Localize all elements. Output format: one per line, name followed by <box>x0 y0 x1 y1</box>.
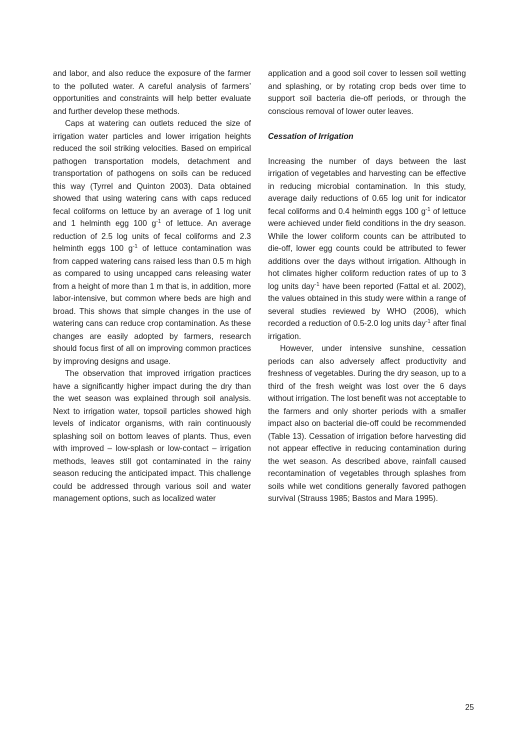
right-column <box>268 68 466 506</box>
paragraph-cessation: Increasing the number of days between the last irrigation of vegetables and harvesting can be effective in reducing microbial contamination. In this study, average daily reductions of 0.65 log unit for indicator fecal coliforms and 0.4 helminth eggs 100 $g^{-1}$ of lettuce were achieved under field conditions in the dry season. While the lower coliform counts can be attributed to die-off, lower egg counts could be attributed to fewer additions over the days without irrigation. Although in hot climates higher coliform reduction rates of up to 3 log units day$^{-1}$ have been reported (Fattal et al. 2002), the values obtained in this study were within a range of several studies reviewed by WHO (2006), which recorded a reduction of 0.5-2.0 log units day$^{-1}$ after final irrigation. <box>268 156 466 341</box>
paragraph-continued-right: application and a good soil cover to lessen soil wetting and splashing, or by rotating crop beds over time to support soil bacteria die-off periods, or through the conscious removal of lower outer leaves. <box>268 69 466 116</box>
section-heading: Cessation of Irrigation <box>268 131 354 141</box>
paragraph-cessation-effects: However, under intensive sunshine, cessation periods can also adversely affect productivity and freshness of vegetables. During the dry season, up to a third of the fresh weight was lost over the 6 days without irrigation. The lost benefit was not acceptable to the farmers and only shorter periods with a smaller impact also on bacterial die-off could be recommended (Table 13). Cessation of irrigation before harvesting did not appear effective in reducing contamination during the wet season. As described above, rainfall caused recontamination of vegetables through splashes from soils while wet conditions generally favored pathogen survival (Strauss 1985; Bastos and Mara 1995). <box>268 344 467 503</box>
paragraph-watering-caps: Caps at watering can outlets reduced the size of irrigation water particles and lower irrigation heights reduced the soil striking velocities. Based on empirical pathogen transportation models, detachment and transportation of pathogens on soils can be reduced this way (Tyrrel and Quinton 2003). Data obtained showed that using watering cans with caps reduced fecal coliforms on lettuce by an average of 1 log unit and 1 helminth egg 100 $g^{-1}$ of lettuce. An average reduction of 2.5 log units of fecal coliforms and 2.3 helminth eggs 100 $g^{-1}$ of lettuce contamination was from capped watering cans raised less than 0.5 m high as compared to using uncapped cans releasing water from a height of more than 1 m that is, in addition, more labor-intensive, but common where beds are high and broad. This shows that simple changes in the use of watering cans can reduce crop contamination. As these changes are easily adopted by farmers, research should focus first of all on improving common practices by improving designs and usage. <box>53 119 252 366</box>
paragraph-seasonal-impact: The observation that improved irrigation practices have a significantly higher impact during the dry than the wet season was explained through soil analysis. Next to irrigation water, topsoil particles showed high levels of indicator organisms, with rain continuously splashing soil on bottom leaves of plants. Thus, even with improved – low-splash or low-contact – irrigation methods, leaves still got contaminated in the rainy season reducing the anticipated impact. This challenge could be addressed through various soil and water management options, such as localized water <box>53 369 251 503</box>
paragraph-continued: and labor, and also reduce the exposure of the farmer to the polluted water. A careful analysis of farmers’ opportunities and constraints will help better evaluate and further develop these methods. <box>53 69 251 116</box>
left-column <box>53 68 251 506</box>
page-number: 25 <box>465 703 474 712</box>
